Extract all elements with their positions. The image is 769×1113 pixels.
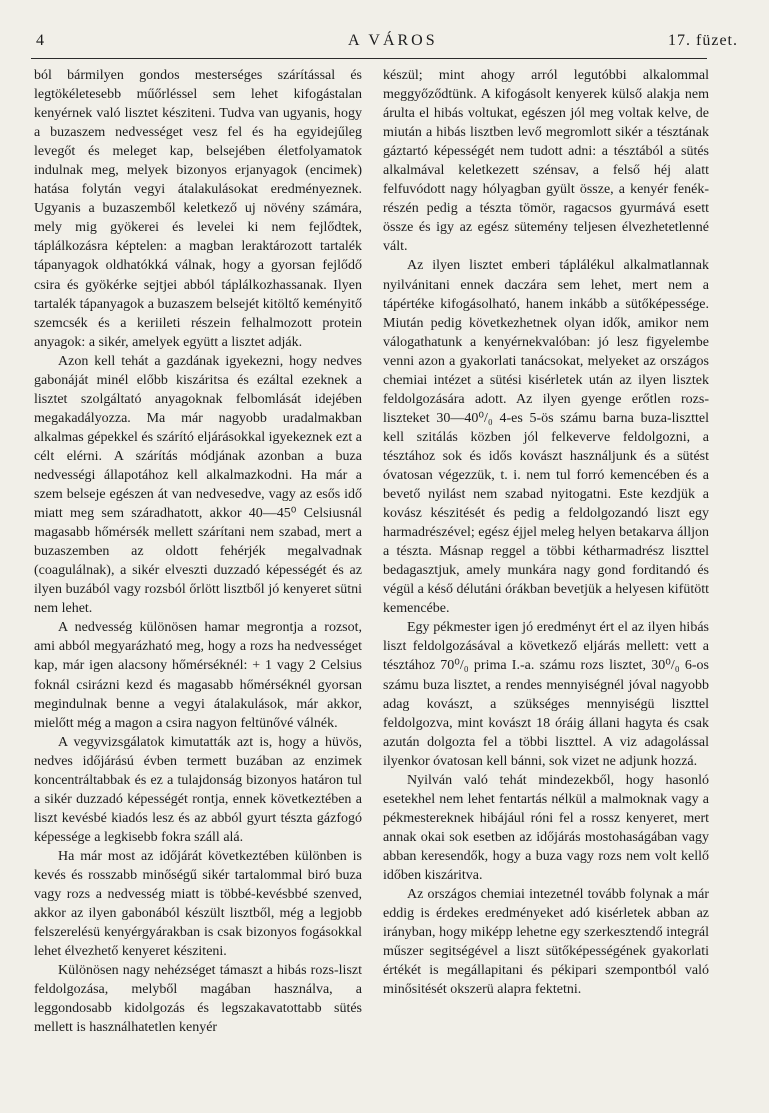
left-paragraph-1: ból bármilyen gondos mesterséges szárítással és legtökéletesebb műőrléssel sem lehet kifogástalan kenyérnek való lisztet késziteni. Tudva van ugyanis, hogy a buzaszem nedvességet vesz fel és ha egyidejűleg levegőt és meleget kap, belsejében életfolyamatok indulnak meg, melyek bizonyos erjanyagok (encimek) hatása folytán vegyi átalakulásokat eredményeznek. Ugyanis a buzaszemből keletkező uj növény számára, mely mig gyökerei és levelei ki nem fejlődtek, táplálkozásra képtelen: a magban leraktározott tartalék tápanyagok oldhatókká válnak, hogy a gyorsan fejlődő csira és gyökérke sejtjei abból táplálkozhassanak. Ilyen tartalék tápanyagok a buzaszem belsejét kitöltő keményitő szemcsék és a keriileti részein felhalmozott protein anyagok: a sikér, amelyek együtt a lisztet adják. [34,68,362,350]
left-paragraph-2: Azon kell tehát a gazdának igyekezni, hogy nedves gabonáját minél előbb kiszáritsa és ezáltal ezeknek a lisztet szolgáltató anyagoknak felbomlását idejében megakadályozza. Ma már nagyobb uradalmakban alkalmas gépekkel és szárító eljárásokkal igyekeznek ezt a célt elérni. A szárítás módjának azonban a buza nedvességi állapotához kell alkalmazkodni. Ha már a szem belseje egészen át van nedvesedve, vagy az esős idő miatt meg sem száradhatott, akkor 40—45⁰ Celsiusnál magasabb hőmérsék mellett szárítani nem szabad, mert a buzaszemben az oldott fehérjék megalvadnak (coagulálnak), a sikér elveszti duzzadó képességét és az ilyen buzából vagy rozsból őrlött lisztből jó kenyeret sütni nem lehet. [34,353,362,617]
page-header [30,30,738,54]
left-paragraph-4: A vegyvizsgálatok kimutatták azt is, hogy a hüvös, nedves időjárású évben termett buzában az enzimek koncentráltabbak és ez a tulajdonság bizonyos határon tul a sikér duzzadó képességét rontja, ennek következtében a liszt kevésbé kiadós lesz és az abból gyurt tészta gázfogó képessége a legkisebb fokra száll alá. [34,734,362,845]
left-paragraph-5: Ha már most az időjárát következtében különben is kevés és rosszabb minőségű sikér tartalommal biró buza vagy rozs a nedvesség miatt is többé-kevésbbé szenved, akkor az ilyen gabonából készült lisztből, még a legjobb felszerelésü kenyérgyárakban is csak bizonyos fogásokkal lehet élvezhető kenyeret késziteni. [34,848,362,960]
right-paragraph-4: Nyilván való tehát mindezekből, hogy hasonló esetekhel nem lehet fentartás nélkül a malmoknak vagy a pékmestereknek hibájául róni fel a rossz kenyeret, mert annak okai sok esetben az időjárás mostohaságában vagy abban keresendők, hogy a buza vagy rozs nem volt kellő időben kiszáritva. [383,772,709,883]
issue-label: 17. füzet. [668,32,738,49]
right-column [383,66,709,999]
right-paragraph-1: készül; mint ahogy arról legutóbbi alkalommal meggyőződtünk. A kifogásolt kenyerek külső alakja nem árulta el hibás voltukat, egészen jól meg voltak kelve, de miután a hibás lisztben levő megromlott sikér a tésztának gáztartó képességét nem tudott adni: a tésztából a sütés alkalmával keletkezett szénsav, a felső héj alatt felfuvódott nagy hólyagban gyült össze, a kenyér fenék-részén pedig a tészta tömör, ragacsos gyurmává esett össze és igy az egész sütemény teljesen élvezhetetlenné vált. [383,68,709,255]
right-paragraph-2: Az ilyen lisztet emberi táplálékul alkalmatlannak nyilvánitani ennek daczára sem lehet, mert nem a tápértéke kifogásolható, hanem inkább a sütőképessége. Miután pedig következhetnek olyan idők, amikor nem válogathatunk a kenyérnekvalóban: jó lesz figyelembe venni azon a gyakorlati tanácsokat, melyeket az országos chemiai intézet a sütési kisérletek után az ilyen lisztek feldolgozására adott. Az ilyen gyenge erőtlen rozs-liszteket 30—40⁰/₀ 4-es 5-ös számu barna buza-liszttel kell szitálás közben jól felkeverve feldolgozni, a tésztához sok és idős kovászt használjunk és a sütést óvatosan végezzük, t. i. nem tul forró kemencében és a bevető nyilást nem szabad nyitogatni. Este kezdjük a kovász készitését és pedig a feldolgozandó liszt egy harmadrészével; egész éjjel meleg helyen betakarva álljon a tészta. Másnap reggel a többi kétharmadrész liszttel bedagasztjuk, amely munkára nagy gond forditandó és végül a késő délutáni órákban bevetjük a helyesen kifütött kemencébe. [383,258,709,617]
right-paragraph-3: Egy pékmester igen jó eredményt ért el az ilyen hibás liszt feldolgozásával a következő eljárás mellett: vett a tésztához 70⁰/₀ prima I.-a. számu rozs lisztet, 30⁰/₀ 6-os számu buza lisztet, a rendes mennyiségnél jóval nagyobb adag kovászt, a szükséges mennyiségü liszttel feldolgozva, mint kovászt 18 óráig állani hagyta és csak azután dolgozta fel a többi liszttel. A viz adagolással ilyenkor óvatosan kell bánni, sok vizet ne adjunk hozzá. [383,620,709,769]
right-paragraph-5: Az országos chemiai intezetnél tovább folynak a már eddig is érdekes eredményeket adó kisérletek abban az irányban, hogy miképp lehetne egy szerkesztendő integrál műszer segitségével a liszt sütőképességének gyakorlati értékét is megállapitani és pékipari szempontból való minősitését okszerü alapra fektetni. [383,887,709,998]
header-rule [31,58,707,59]
left-paragraph-3: A nedvesség különösen hamar megrontja a rozsot, ami abból megyarázható meg, hogy a rozs ha nedvességet kap, már igen alacsony hőmérséknél: + 1 vagy 2 Celsius foknál csirázni kezd és magasabb hőmérséknél gyorsan megindulnak benne a vegyi átalakulások, már akkor, mielőtt még a magon a csira nagyon feltünővé válnék. [34,620,362,731]
journal-title: A VÁROS [348,32,438,49]
left-paragraph-6: Különösen nagy nehézséget támaszt a hibás rozs-liszt feldolgozása, melyből magában használva, a leggondosabb kidolgozás és legszakavatottabb sütés mellett is használhatetlen kenyér [34,963,362,1036]
page-number: 4 [36,32,45,49]
left-column [34,66,362,1037]
